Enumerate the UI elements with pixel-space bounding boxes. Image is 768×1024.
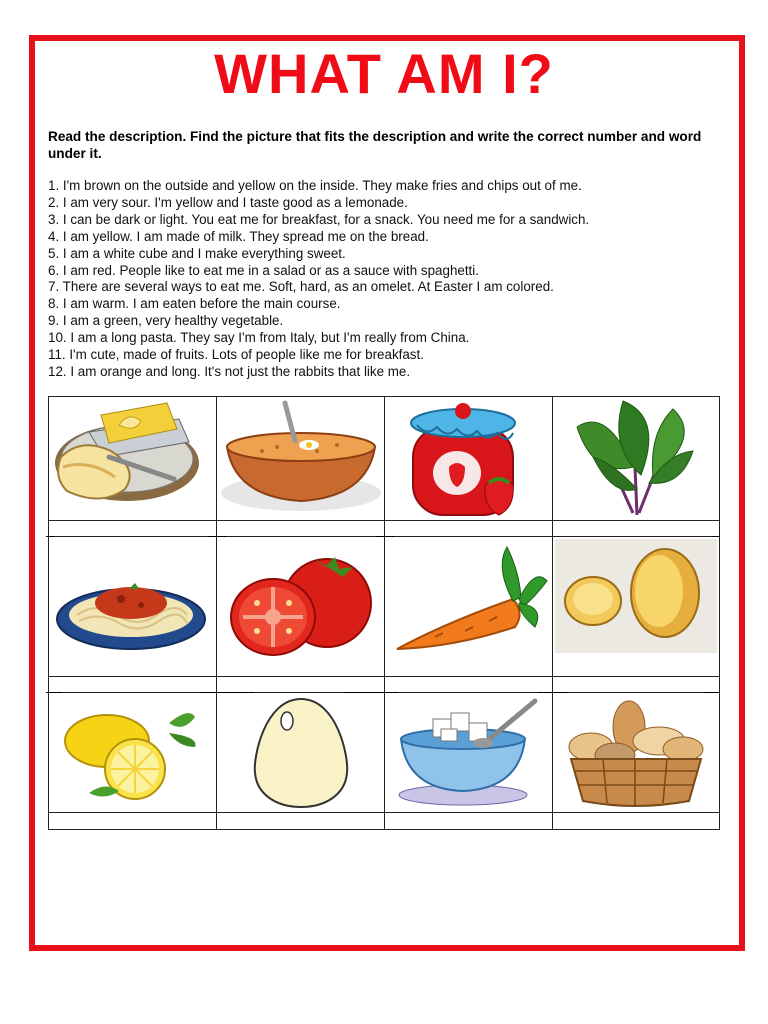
- answer-underline: [712, 536, 720, 537]
- answer-underline: [376, 536, 394, 537]
- answer-cell[interactable]: [552, 676, 720, 693]
- picture-cell: [216, 536, 385, 677]
- soup-icon: [217, 397, 384, 520]
- sugar-bowl-icon: [385, 693, 552, 812]
- description-item: 12. I am orange and long. It's not just the rabbits that like me.: [48, 363, 411, 379]
- description-item: 5. I am a white cube and I make everything sweet.: [48, 245, 346, 261]
- picture-cell: [216, 692, 385, 813]
- answer-cell[interactable]: [384, 520, 553, 537]
- bread-basket-icon: [553, 693, 719, 812]
- butter-icon: [49, 397, 216, 520]
- lemon-icon: [49, 693, 216, 812]
- potato-icon: [553, 537, 719, 676]
- answer-cell[interactable]: [48, 812, 217, 830]
- tomato-icon: [217, 537, 384, 676]
- carrot-icon: [385, 537, 552, 676]
- answer-cell[interactable]: [48, 676, 217, 693]
- picture-cell: [384, 536, 553, 677]
- egg-icon: [217, 693, 384, 812]
- answer-cell[interactable]: [384, 812, 553, 830]
- picture-cell: [48, 396, 217, 521]
- answer-cell[interactable]: [48, 520, 217, 537]
- spaghetti-icon: [49, 537, 216, 676]
- description-list: [48, 178, 738, 381]
- description-item: 1. I'm brown on the outside and yellow on the inside. They make fries and chips out of me.: [48, 178, 582, 193]
- picture-cell: [384, 396, 553, 521]
- picture-cell: [48, 536, 217, 677]
- picture-cell: [216, 396, 385, 521]
- answer-cell[interactable]: [216, 676, 385, 693]
- picture-cell: [48, 692, 217, 813]
- answer-underline: [46, 692, 62, 693]
- description-item: 7. There are several ways to eat me. Soft, hard, as an omelet. At Easter I am colored.: [48, 279, 554, 295]
- answer-cell[interactable]: [216, 520, 385, 537]
- description-item: 11. I'm cute, made of fruits. Lots of people like me for breakfast.: [48, 347, 424, 363]
- spinach-icon: [553, 397, 719, 520]
- description-item: 4. I am yellow. I am made of milk. They spread me on the bread.: [48, 228, 429, 244]
- picture-cell: [384, 692, 553, 813]
- answer-underline: [208, 536, 226, 537]
- picture-grid: [48, 396, 720, 830]
- answer-cell[interactable]: [384, 676, 553, 693]
- description-item: 3. I can be dark or light. You eat me for breakfast, for a snack. You need me for a sandwich.: [48, 211, 590, 227]
- answer-underline: [200, 692, 254, 693]
- description-item: 2. I am very sour. I'm yellow and I taste good as a lemonade.: [48, 194, 408, 210]
- answer-underline: [344, 692, 398, 693]
- picture-cell: [552, 692, 720, 813]
- answer-cell[interactable]: [552, 520, 720, 537]
- description-item: 10. I am a long pasta. They say I'm from Italy, but I'm really from China.: [48, 330, 470, 346]
- description-item: 9. I am a green, very healthy vegetable.: [48, 313, 284, 329]
- answer-underline: [538, 692, 568, 693]
- page-title: WHAT AM I?: [214, 42, 554, 105]
- description-item: 6. I am red. People like to eat me in a salad or as a sauce with spaghetti.: [48, 262, 479, 278]
- instructions: Read the description. Find the picture that fits the description and write the correct number and word under it.: [48, 129, 702, 161]
- answer-underline: [704, 692, 720, 693]
- jam-jar-icon: [385, 397, 552, 520]
- answer-cell[interactable]: [552, 812, 720, 830]
- answer-cell[interactable]: [216, 812, 385, 830]
- answer-underline: [46, 536, 54, 537]
- picture-cell: [552, 396, 720, 521]
- picture-cell: [552, 536, 720, 677]
- description-item: 8. I am warm. I am eaten before the main course.: [48, 296, 341, 312]
